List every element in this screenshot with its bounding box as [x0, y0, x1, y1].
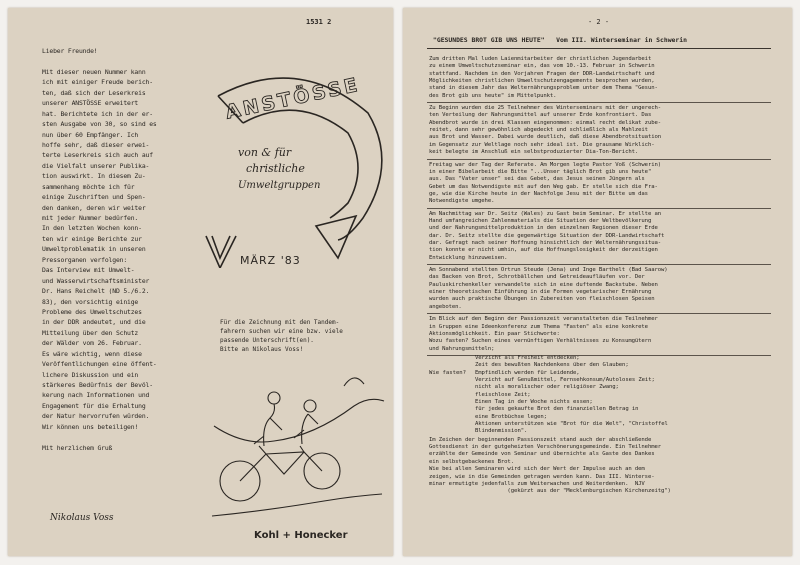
letter-line: tion auswirkt. In diesem Zu- [42, 172, 146, 181]
left-page [8, 8, 393, 556]
letter-line: lichere Diskussion und ein [42, 370, 139, 379]
caption-line: Bitte an Nikolaus Voss! [220, 346, 304, 353]
article-line: erzählte der Gemeinde von Seminar und übernichte als Gaste des Dankes [429, 451, 655, 458]
letter-line: sammenhang möchte ich für [42, 182, 135, 191]
right-page [403, 8, 792, 556]
article-line: Empfindlich werden für Leidende, [475, 369, 580, 376]
article-line: Hand umfangreichen Zahlenmaterials die Situation der Weltbevölkerung [429, 217, 652, 224]
article-line: keit belegte im Anschluß ein selbstproduzierter Dia-Ton-Bericht. [429, 149, 639, 156]
article-line: Gebet um das Notwendigste mit auf den Weg gab. Er stelle sich die Fra- [429, 183, 658, 190]
logo-subtitle-1: von & für [238, 146, 292, 159]
article-line: und der Nahrungsmittelproduktion in den einzelnen Regionen dieser Erde [429, 225, 658, 232]
paragraph-divider [427, 208, 771, 209]
article-paragraph [429, 267, 775, 311]
caption-line: Für die Zeichnung mit den Tandem- [220, 319, 340, 326]
letter-line: Umweltproblematik in unseren [42, 245, 146, 254]
paragraph-divider [427, 264, 771, 265]
letter-line: terte Leserkreis sich auch auf [42, 151, 153, 160]
article-line: Pauluskirchenkeller verwandelte sich in eine duftende Backstube. Neben [429, 281, 658, 288]
logo-v-mark [206, 236, 236, 268]
letter-line: hat. Berichtete ich in der er- [42, 109, 153, 118]
article-line: Gottesdienst in der gutgeheizten Verschönerungsgemeinde. Ein Teilnehmer [429, 444, 662, 451]
article-line: Wozu fasten? Suchen eines vernünftigen Verhältnisses zu Konsumgütern [429, 338, 652, 345]
letter-body [42, 46, 192, 453]
article-line: aus. Das "Vater unser" sei das Gebet, das Jesus seinen Jüngern als [429, 176, 645, 183]
article-line: das Backen von Brot, Schrotbällchen und Getreideaufläufen vor. Der [429, 274, 645, 281]
letter-line: Das Interview mit Umwelt- [42, 266, 135, 275]
paragraph-divider [427, 313, 771, 314]
letter-line: Pressorganen verfolgen: [42, 255, 128, 264]
letter-line: Mit herzlichem Gruß [42, 443, 113, 452]
letter-line: der Natur hervorrufen würden. [42, 412, 150, 421]
letter-line: Veröffentlichungen eine öffent- [42, 360, 157, 369]
article-line: Im Zeichen der beginnenden Passionszeit stand auch der abschließende [429, 436, 652, 443]
signature: Nikolaus Voss [50, 513, 114, 523]
article-line: angeboten. [429, 303, 462, 310]
article-line: Wie bei allen Seminaren wird sich der Wert der Impulse auch an dem [429, 466, 645, 473]
article-line: minar ermutigte jedenfalls zum Weiterwachen und Weiterdenken. NJV [429, 480, 645, 487]
article-line: Entwicklung hinzuweisen. [429, 254, 508, 261]
tandem-drawing [204, 366, 392, 546]
letter-line: den danken, deren wir weiter [42, 203, 146, 212]
letter-line: Es wäre wichtig, wenn diese [42, 349, 142, 358]
letter-line: In den letzten Wochen konn- [42, 224, 142, 233]
article-line: reitet, dann sehr gewöhnlich abgedeckt und schließlich als Mahlzeit [429, 127, 648, 134]
drawing-caption [220, 318, 385, 354]
fasting-label: Wie fasten? [429, 369, 467, 376]
article-line: ein selbstgebackenes Brot. [429, 458, 514, 465]
article-paragraph [429, 162, 775, 206]
letter-line: ten wir einige Berichte zur [42, 234, 142, 243]
article-line: Im Blick auf den Beginn der Passionszeit veranstalteten die Teilnehmer [429, 316, 658, 323]
article-line: einer theoretischen Einführung in die Formen vegetarischer Ernährung [429, 289, 652, 296]
letter-line: 83), den vorsichtig einige [42, 297, 139, 306]
letter-line [42, 56, 192, 66]
archive-stamp: 1531 2 [306, 18, 332, 26]
article-paragraph [429, 211, 775, 262]
letter-line: Engagement für die Erhaltung [42, 401, 146, 410]
article-line: zeigen, wie in die Gemeinden getragen werden kann. Das III. Winterse- [429, 473, 655, 480]
article-title: "GESUNDES BROT GIB UNS HEUTE" Vom III. Winterseminar in Schwerin [433, 36, 687, 44]
article-line: stattfand. Nachdem in den Vorjahren Fragen der DDR-Landwirtschaft und [429, 70, 655, 77]
letter-line: Mitteilung über den Schutz [42, 328, 139, 337]
article-paragraph [429, 316, 775, 353]
article-line: tion konnte er nicht umhin, auf die Hoffnungslosigkeit der derzeitigen [429, 247, 658, 254]
letter-line: unserer ANSTÖSSE erweitert [42, 99, 139, 108]
letter-line: ten, daß sich der Leserkreis [42, 88, 146, 97]
article-line: Notwendigste umgehe. [429, 198, 495, 205]
title-divider [427, 48, 771, 49]
logo-date: MÄRZ '83 [240, 254, 301, 267]
letter-line: in der DDR andeutet, und die [42, 318, 146, 327]
anstoesse-logo [198, 68, 393, 268]
article-line: Verzicht auf Genußmittel, Fernsehkonsum/Autoloses Zeit; [475, 376, 655, 383]
article-line: dar. Gefragt nach seiner Hoffnung hinsichtlich der Welternährungssitua- [429, 240, 662, 247]
letter-line: nun über 60 Empfänger. Ich [42, 130, 139, 139]
article-line: ten Verteilung der Nahrungsmittel auf unserer Erde konfrontiert. Das [429, 112, 652, 119]
letter-line: Probleme des Umweltschutzes [42, 307, 142, 316]
article-line: in einer Bibelarbeit die Bitte "...Unser täglich Brot gib uns heute" [429, 168, 652, 175]
letter-line: Dr. Hans Reichelt (ND 5./6.2. [42, 287, 150, 296]
drawing-label: Kohl + Honecker [254, 530, 348, 541]
article-line: und Nahrungsmitteln; [429, 345, 495, 352]
letter-line: die Vielfalt unserer Publika- [42, 161, 150, 170]
letter-line: der Wälder vom 26. Februar. [42, 339, 142, 348]
article-line: stand in diesem Jahr das Welternährungsproblem unter dem Thema "Gesun- [429, 85, 658, 92]
article-line: des Brot gib uns heute" im Mittelpunkt. [429, 92, 557, 99]
letter-line [42, 432, 192, 442]
article-line: Abendbrot wurde in drei Klassen eingenommen: einmal recht delikat zube- [429, 119, 662, 126]
article-line: wurden auch praktische Übungen in Zubereiten von fleischlosen Speisen [429, 296, 655, 303]
article-line: zu einem Umweltschutzseminar ein, das vom 10.-13. Februar in Schwerin [429, 63, 655, 70]
article-paragraph [429, 355, 792, 436]
article-line: Aktionsmöglichkeit. Ein paar Stichworte: [429, 330, 560, 337]
page-number: - 2 - [588, 18, 610, 26]
article-paragraph [429, 56, 775, 100]
article-line: Blindenmission". [475, 428, 528, 435]
article-line: ge, wie die Kirche heute in der Nachfolge Jesu mit der Bitte um das [429, 190, 648, 197]
paragraph-divider [427, 159, 771, 160]
article-line: Verzicht als Freiheit entdecken; [475, 354, 580, 361]
article-line: Einen Tag in der Woche nichts essen; [475, 399, 593, 405]
letter-line: stärkeres Bedürfnis der Bevöl- [42, 381, 153, 389]
article-paragraph [429, 437, 775, 496]
article-line: Aktionen unterstützen wie "Brot für die Welt", "Christoffel [475, 421, 668, 428]
article-line: Möglichkeiten christlichen Umweltschutzengagements besprochen wurden, [429, 78, 655, 85]
letter-line: mit jeder Nummer bedürfen. [42, 214, 139, 222]
article-line: im Gegensatz zur Weltlage noch sehr ideal ist. Die grausame Wirklich- [429, 141, 655, 148]
article-line: Zu Beginn wurden die 25 Teilnehmer des Winterseminars mit der ungerech- [429, 105, 662, 112]
article-paragraph [429, 105, 775, 156]
logo-subtitle-2: christliche [246, 162, 305, 175]
hill-line [214, 399, 384, 442]
letter-line: kerung nach Informationen und [42, 391, 150, 400]
article-line: aus Brot und Wasser. Dabei wurde deutlich, daß diese Abendbrotsituation [429, 134, 662, 141]
logo-word: ANSTÖSSE [223, 73, 363, 124]
article-line: für jedes gekaufte Brot den finanziellen Betrag in [475, 406, 639, 413]
article-line: eine Brotbüchse legen; [475, 413, 547, 420]
article-line: fleischlose Zeit; [475, 391, 531, 398]
letter-line: Wir können uns beteiligen! [42, 422, 139, 431]
article-line: in Gruppen eine Ideenkonferenz zum Thema "Fasten" als eine konkrete [429, 323, 648, 330]
letter-line: Mit dieser neuen Nummer kann [42, 67, 146, 76]
article-line: Am Nachmittag war Dr. Seitz (Wales) zu Gast beim Seminar. Er stellte an [429, 210, 662, 217]
article-line: Zum dritten Mal luden Laienmitarbeiter der christlichen Jugendarbeit [429, 56, 652, 62]
article-line: (gekürzt aus der "Mecklenburgischen Kirchenzeitg") [429, 488, 671, 495]
caption-line: passende Unterschrift(en). [220, 337, 314, 344]
article-line: Freitag war der Tag der Referate. Am Morgen legte Pastor Voß (Schwerin) [429, 161, 662, 168]
letter-line: Lieber Freunde! [42, 47, 98, 55]
letter-line: ich mit einiger Freude berich- [42, 78, 153, 87]
article-line: Am Sonnabend stellten Ortrun Steude (Jena) und Inge Barthelt (Bad Saarow) [429, 267, 668, 274]
caption-line: fahrern suchen wir eine bzw. viele [220, 328, 343, 335]
letter-line: einige Zuschriften und Spen- [42, 193, 146, 202]
article-line: dar. Dr. Seitz stellte die gegenwärtige Situation der DDR-Landwirtschaft [429, 232, 665, 239]
article-line: Zeit des bewußten Nachdenkens über den Glauben; [475, 362, 629, 369]
letter-line: und Wasserwirtschaftsminister [42, 276, 150, 285]
letter-line: sten Ausgabe von 30, so sind es [42, 120, 157, 129]
paragraph-divider [427, 102, 771, 103]
letter-line: hoffe sehr, daß dieser erwei- [42, 140, 150, 149]
article-line: nicht als moralischer oder religiöser Zwang; [475, 384, 619, 391]
logo-subtitle-3: Umweltgruppen [238, 180, 321, 191]
